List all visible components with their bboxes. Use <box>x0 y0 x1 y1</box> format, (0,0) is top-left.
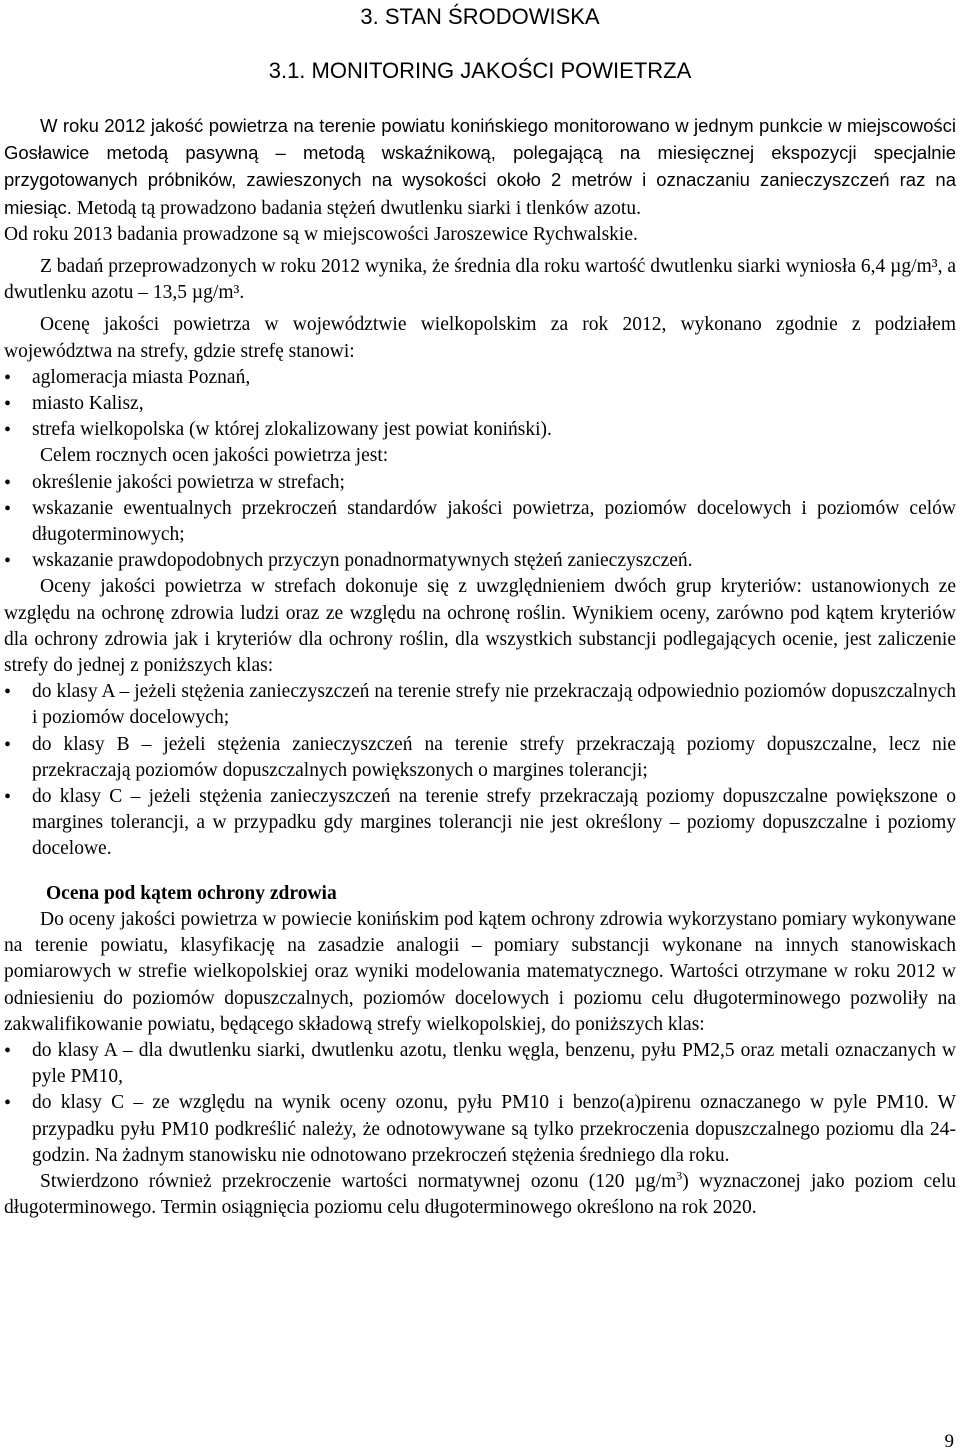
paragraph-monitoring <box>4 113 956 222</box>
list-item: • strefa wielkopolska (w której zlokalizowany jest powiat koniński). <box>4 417 956 443</box>
ozone-text-a: Stwierdzono również przekroczenie wartości normatywnej ozonu (120 µg/m <box>40 1170 677 1192</box>
list-item: • do klasy B – jeżeli stężenia zanieczyszczeń na terenie strefy przekraczają poziomy dopuszczalne, lecz nie przekraczają poziomów dopuszczalnych powiększonych o margines tolerancji; <box>4 732 956 784</box>
body-text <box>4 113 956 1221</box>
ozone-text-b: ) wyznaczonej jako poziom celu długoterminowego. Termin osiągnięcia poziomu celu długoterminowego określono na rok 2020. <box>4 1170 957 1219</box>
chapter-heading: 3. STAN ŚRODOWISKA <box>360 4 600 29</box>
section-title-health: Ocena pod kątem ochrony zdrowia <box>46 882 337 904</box>
list-item: • wskazanie prawdopodobnych przyczyn ponadnormatywnych stężeń zanieczyszczeń. <box>4 548 956 574</box>
health-classes-list <box>4 1038 956 1169</box>
list-item: • do klasy C – jeżeli stężenia zanieczyszczeń na terenie strefy przekraczają poziomy dopuszczalne powiększone o margines tolerancji, a w przypadku gdy margines tolerancji nie jest określony – poziomy dopuszczalne i poziomy docelowe. <box>4 784 956 863</box>
paragraph-ozone <box>4 1169 956 1221</box>
list-item: • określenie jakości powietrza w strefach; <box>4 470 956 496</box>
ozone-superscript: 3 <box>676 1168 683 1183</box>
paragraph-health: Do oceny jakości powietrza w powiecie konińskim pod kątem ochrony zdrowia wykorzystano pomiary wykonywane na terenie powiatu, klasyfikację na zasadzie analogii – pomiary substancji wykonane na innych stanowiskach pomiarowych w strefie wielkopolskiej oraz wyniki modelowania matematycznego. Wartości otrzymane w roku 2012 w odniesieniu do poziomów dopuszczalnych, poziomów docelowych i poziomu celu długoterminowego pozwoliły na zakwalifikowanie powiatu, będącego składową strefy wielkopolskiej, do poniższych klas: <box>4 908 956 1035</box>
page-number: 9 <box>944 1431 954 1452</box>
section-heading: 3.1. MONITORING JAKOŚCI POWIETRZA <box>268 58 692 83</box>
list-item: • do klasy A – jeżeli stężenia zanieczyszczeń na terenie strefy nie przekraczają odpowiednio poziomów dopuszczalnych i poziomów docelowych; <box>4 679 956 731</box>
paragraph-results: Z badań przeprowadzonych w roku 2012 wynika, że średnia dla roku wartość dwutlenku siarki wyniosła 6,4 µg/m³, a dwutlenku azotu – 13,5 µg/m³. <box>4 256 957 304</box>
paragraph-criteria: Oceny jakości powietrza w strefach dokonuje się z uwzględnieniem dwóch grup kryteriów: ustanowionych ze względu na ochronę zdrowia ludzi oraz ze względu na ochronę roślin. Wynikiem oceny, zarówno pod kątem kryteriów dla ochrony zdrowia jak i kryteriów dla ochrony roślin, dla wszystkich substancji podlegających ocenie, jest zaliczenie strefy do jednej z poniższych klas: <box>4 576 956 677</box>
list-item: • do klasy A – dla dwutlenku siarki, dwutlenku azotu, tlenku węgla, benzenu, pyłu PM2,5 oraz metali oznaczanych w pyle PM10, <box>4 1038 956 1090</box>
paragraph-monitoring-sans: W roku 2012 jakość powietrza na terenie powiatu konińskiego monitorowano w jednym punkcie w miejscowości Gosławice metodą pasywną – metodą wskaźnikową, polegającą na miesięcznej ekspozycji specjalnie przygotowanych próbników, zawieszonych na wysokości około 2 metrów i oznaczaniu zanieczyszczeń raz na miesiąc. <box>4 115 956 218</box>
list-item: • miasto Kalisz, <box>4 391 956 417</box>
classes-list <box>4 679 956 862</box>
paragraph-from-2013: Od roku 2013 badania prowadzone są w miejscowości Jaroszewice Rychwalskie. <box>4 223 638 245</box>
list-item: • do klasy C – ze względu na wynik oceny ozonu, pyłu PM10 i benzo(a)pirenu oznaczanego w pyle PM10. W przypadku pyłu PM10 podkreślić należy, że odnotowywane są tylko przekroczenia dopuszczalnego poziomu dla 24-godzin. Na żadnym stanowisku nie odnotowano przekroczeń stężenia średniego dla roku. <box>4 1090 956 1169</box>
paragraph-assessment: Ocenę jakości powietrza w województwie wielkopolskim za rok 2012, wykonano zgodnie z podziałem województwa na strefy, gdzie strefę stanowi: <box>4 314 956 362</box>
goals-list <box>4 470 956 575</box>
zones-list <box>4 365 956 444</box>
list-item: • aglomeracja miasta Poznań, <box>4 365 956 391</box>
list-item: • wskazanie ewentualnych przekroczeń standardów jakości powietrza, poziomów docelowych i poziomów celów długoterminowych; <box>4 496 956 548</box>
paragraph-goals: Celem rocznych ocen jakości powietrza jest: <box>40 445 389 467</box>
paragraph-monitoring-serif: Metodą tą prowadzono badania stężeń dwutlenku siarki i tlenków azotu. <box>71 197 641 219</box>
